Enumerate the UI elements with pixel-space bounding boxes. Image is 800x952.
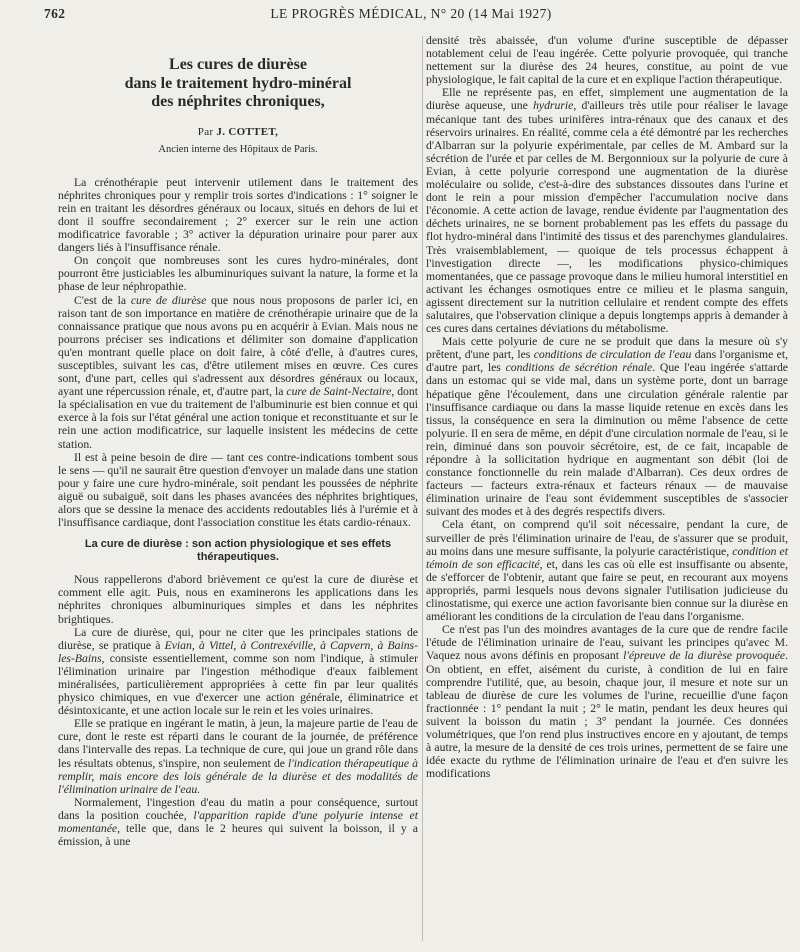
byline-prefix: Par xyxy=(197,125,214,138)
paragraph: densité très abaissée, d'un volume d'urine susceptible de dépasser notablement celui de l'eau ingérée. Cette polyurie provoquée, qui tranche nettement sur la diurèse des 24 heures, constitue, au point de vue physiologique, le fait capital de la cure et en explique l'action thérapeutique. xyxy=(426,34,788,87)
paragraph: Elle se pratique en ingérant le matin, à jeun, la majeure partie de l'eau de cure, dont le reste est réparti dans le courant de la journée, de préférence dans l'intervalle des repas. La technique de cure, qui joue un grand rôle dans les résultats obtenus, s'inspire, non seulement de l'indication thérapeutique à remplir, mais encore des lois générale de la diurèse et des modalités de l'élimination urinaire de l'eau. xyxy=(58,717,418,796)
paragraph: La crénothérapie peut intervenir utilement dans le traitement des néphrites chroniques pour y remplir trois sortes d'indications : 1° soigner le rein en traitant les désordres généraux ou locaux, situés en dehors de lui et dont il souffre secondairement ; 2° exercer sur le rein une action modificatrice favorable ; 3° activer la dépuration urinaire pour parer aux dangers liés à l'insuffisance rénale. xyxy=(58,175,418,255)
paragraph: Elle ne représente pas, en effet, simplement une augmentation de la diurèse aqueuse, une hydrurie, d'ailleurs très utile pour réaliser le lavage mécanique tant des tubes urinifères intra-rénaux que des canaux et des réservoirs urinaires. En réalité, comme cela a été démontré par les recherches d'Albarran sur la polyurie expérimentale, par celles de M. Ambard sur la sécrétion de l'urée et par celles de M. Bergonnioux sur la polyurie de cure à Evian, à cette polyurie correspond une augmentation de la diurèse moléculaire ou solide, c'est-à-dire des substances dissoutes dans l'urine et dont le rein a pour mission d'empêcher l'accumulation nocive dans l'économie. A cette action de lavage, rendue évidente par l'augmentation des déchets urinaires, ne se bornent probablement pas les effets du passage du flot hydro-minéral dans l'intimité des tissus et des parenchymes glandulaires. Très vraisemblablement, — quoique de tels processus échappent à l'investigation directe —, les modifications physico-chimiques momentanées, que ce passage provoque dans le milieu humoral interstitiel en activant les échanges osmotiques entre ce milieu et le plasma sanguin, agissent directement sur la nutrition cellulaire et rendent compte des effets salutaires, que l'observation clinique a depuis longtemps appris à demander à ces cures dans certaines déviations du métabolisme. xyxy=(426,86,788,336)
journal-title: LE PROGRÈS MÉDICAL, N° 20 (14 Mai 1927) xyxy=(270,6,552,21)
paragraph: Cela étant, on comprend qu'il soit nécessaire, pendant la cure, de surveiller de près l'élimination urinaire de l'eau, de s'assurer que se produit, au moins dans une mesure suffisante, la polyurie caractéristique, condition et témoin de son efficacité, et, dans les cas où elle est insuffisante ou absente, de s'efforcer de l'obtenir, autant que faire se peut, en recourant aux moyens appropriés, parmi lesquels nous devons signaler l'utilisation judicieuse du clinostatisme, qui exerce une action favorisante bien connue sur la diurèse en améliorant les conditions de la circulation de l'eau dans l'organisme. xyxy=(426,518,788,624)
page-number: 762 xyxy=(44,6,66,21)
article-title xyxy=(58,56,418,112)
section-heading-line: La cure de diurèse : son action physiologique et ses effets xyxy=(84,538,392,551)
section-heading xyxy=(58,538,418,564)
section-heading-line: thérapeutiques. xyxy=(197,551,279,564)
byline xyxy=(58,126,418,139)
paragraph: Mais cette polyurie de cure ne se produit que dans la mesure où s'y prêtent, d'une part, les conditions de circulation de l'eau dans l'organisme et, d'autre part, les conditions de sécrétion rénale. Que l'eau ingérée s'attarde dans un estomac qui se vide mal, dans un système porte, dont un barrage hépatique gêne l'écoulement, dans une circulation générale ralentie par l'insuffisance cardiaque ou dans la masse liquide retenue en excès dans les tissus, la conséquence en sera la diminution ou même l'absence de cette polyurie. Il en sera de même, en dépit d'une circulation normale de l'eau, si le rein, diminué dans son pouvoir sécrétoire, est, de ce fait, incapable de répondre à la sollicitation hydrique en augmentant son débit (loi de constance fonctionnelle du rein malade d'Albarran). Ces deux ordres de facteurs — facteurs extra-rénaux et facteurs rénaux — de mauvaise élimination urinaire de l'eau sont évidemment susceptibles de s'associer suivant des modes et à des degrés respectifs divers. xyxy=(426,335,789,519)
paragraph: La cure de diurèse, qui, pour ne citer que les principales stations de diurèse, se pratique à Evian, à Vittel, à Contrexéville, à Capvern, à Bains-les-Bains, consiste essentiellement, comme son nom l'indique, à stimuler l'élimination urinaire par l'ingestion méthodique d'eaux faiblement minéralisées, particulièrement appropriées à cette fin par leur qualités physico chimiques, en vue d'exercer une action générale, éliminatrice et désintoxicante, et une action locale sur le rein et les voies urinaires. xyxy=(58,625,419,718)
paragraph: Ce n'est pas l'un des moindres avantages de la cure que de rendre facile l'étude de l'élimination urinaire de l'eau, suivant les principes qu'avec M. Vaquez nous avons définis en proposant l'épreuve de la diurèse provoquée. On obtient, en effet, aisément du curiste, à condition de lui en faire comprendre l'utilité, que, au besoin, chaque jour, il mesure et note sur un tableau de diurèse de cure les volumes de l'urine, recueillie d'une façon fractionnée : 1° pendant la nuit ; 2° le matin, pendant les deux heures qui suivent la boisson du matin ; 3° pendant la journée. Ces données volumétriques, que l'on rend plus instructives encore en y ajoutant, de temps à autre, la mesure de la densité de ces trois urines, permettent de se faire une idée exacte du rythme de l'élimination urinaire de l'eau et d'en suivre les modifications xyxy=(426,623,788,781)
paragraph: C'est de la cure de diurèse que nous nous proposons de parler ici, en raison tant de son importance en matière de crénothérapie urinaire que de la connaissance pratique que nous avons pu en acquérir à Evian. Mais nous ne pourrons préciser ses indications et délimiter son domaine d'application qu'en montrant quelle place on doit faire, à côté d'elle, à d'autres cures, susceptibles, suivant les cas, d'être utilement mises en œuvre. Ces cures sont, d'une part, celles qui s'adressent aux désordres généraux ou locaux, ayant une répercussion rénale, et, d'autre part, la cure de Saint-Nectaire, dont la spécialisation en vue du traitement de l'albuminurie est bien connue et qui exerce à la fois sur l'état général une action tonique et reconstituante et sur le rein une action modificatrice, sur laquelle insistent les médecins de cette station. xyxy=(58,293,418,451)
article-title-line: des néphrites chroniques, xyxy=(151,93,325,110)
column-divider xyxy=(422,36,423,941)
left-column xyxy=(58,30,418,848)
paragraph: Nous rappellerons d'abord brièvement ce qu'est la cure de diurèse et comment elle agit. Puis, nous en examinerons les applications dans les néphrites chroniques albuminuriques simples et dans les néphrites brightiques. xyxy=(58,573,418,626)
paragraph: Normalement, l'ingestion d'eau du matin a pour conséquence, surtout dans la position couchée, l'apparition rapide d'une polyurie intense et momentanée, telle que, dans le 2 heures qui suivent la boisson, il y a émission, à une xyxy=(58,795,418,849)
article-title-line: dans le traitement hydro-minéral xyxy=(124,74,352,92)
running-header xyxy=(40,4,782,22)
paragraph: Il est à peine besoin de dire — tant ces contre-indications tombent sous le sens — qu'il ne saurait être question d'envoyer un malade dans une station pour y faire une cure hydro-minérale, soit pendant les poussées de néphrite aiguë ou subaiguë, soit dans les phases avancées des néphrites brightiques, alors que se dessine la menace des accidents redoutables liés à l'urémie et à l'insuffisance cardiaque, dont l'association constitue les états cardio-rénaux. xyxy=(58,450,418,530)
paragraph: On conçoit que nombreuses sont les cures hydro-minérales, dont pourront être justiciables les albuminuriques suivant la nature, la forme et la phase de leur néphropathie. xyxy=(58,254,418,294)
author-affiliation: Ancien interne des Hôpitaux de Paris. xyxy=(158,143,318,155)
article-title-line: Les cures de diurèse xyxy=(169,56,307,73)
author-name: J. COTTET, xyxy=(216,125,279,138)
right-column xyxy=(426,34,788,780)
